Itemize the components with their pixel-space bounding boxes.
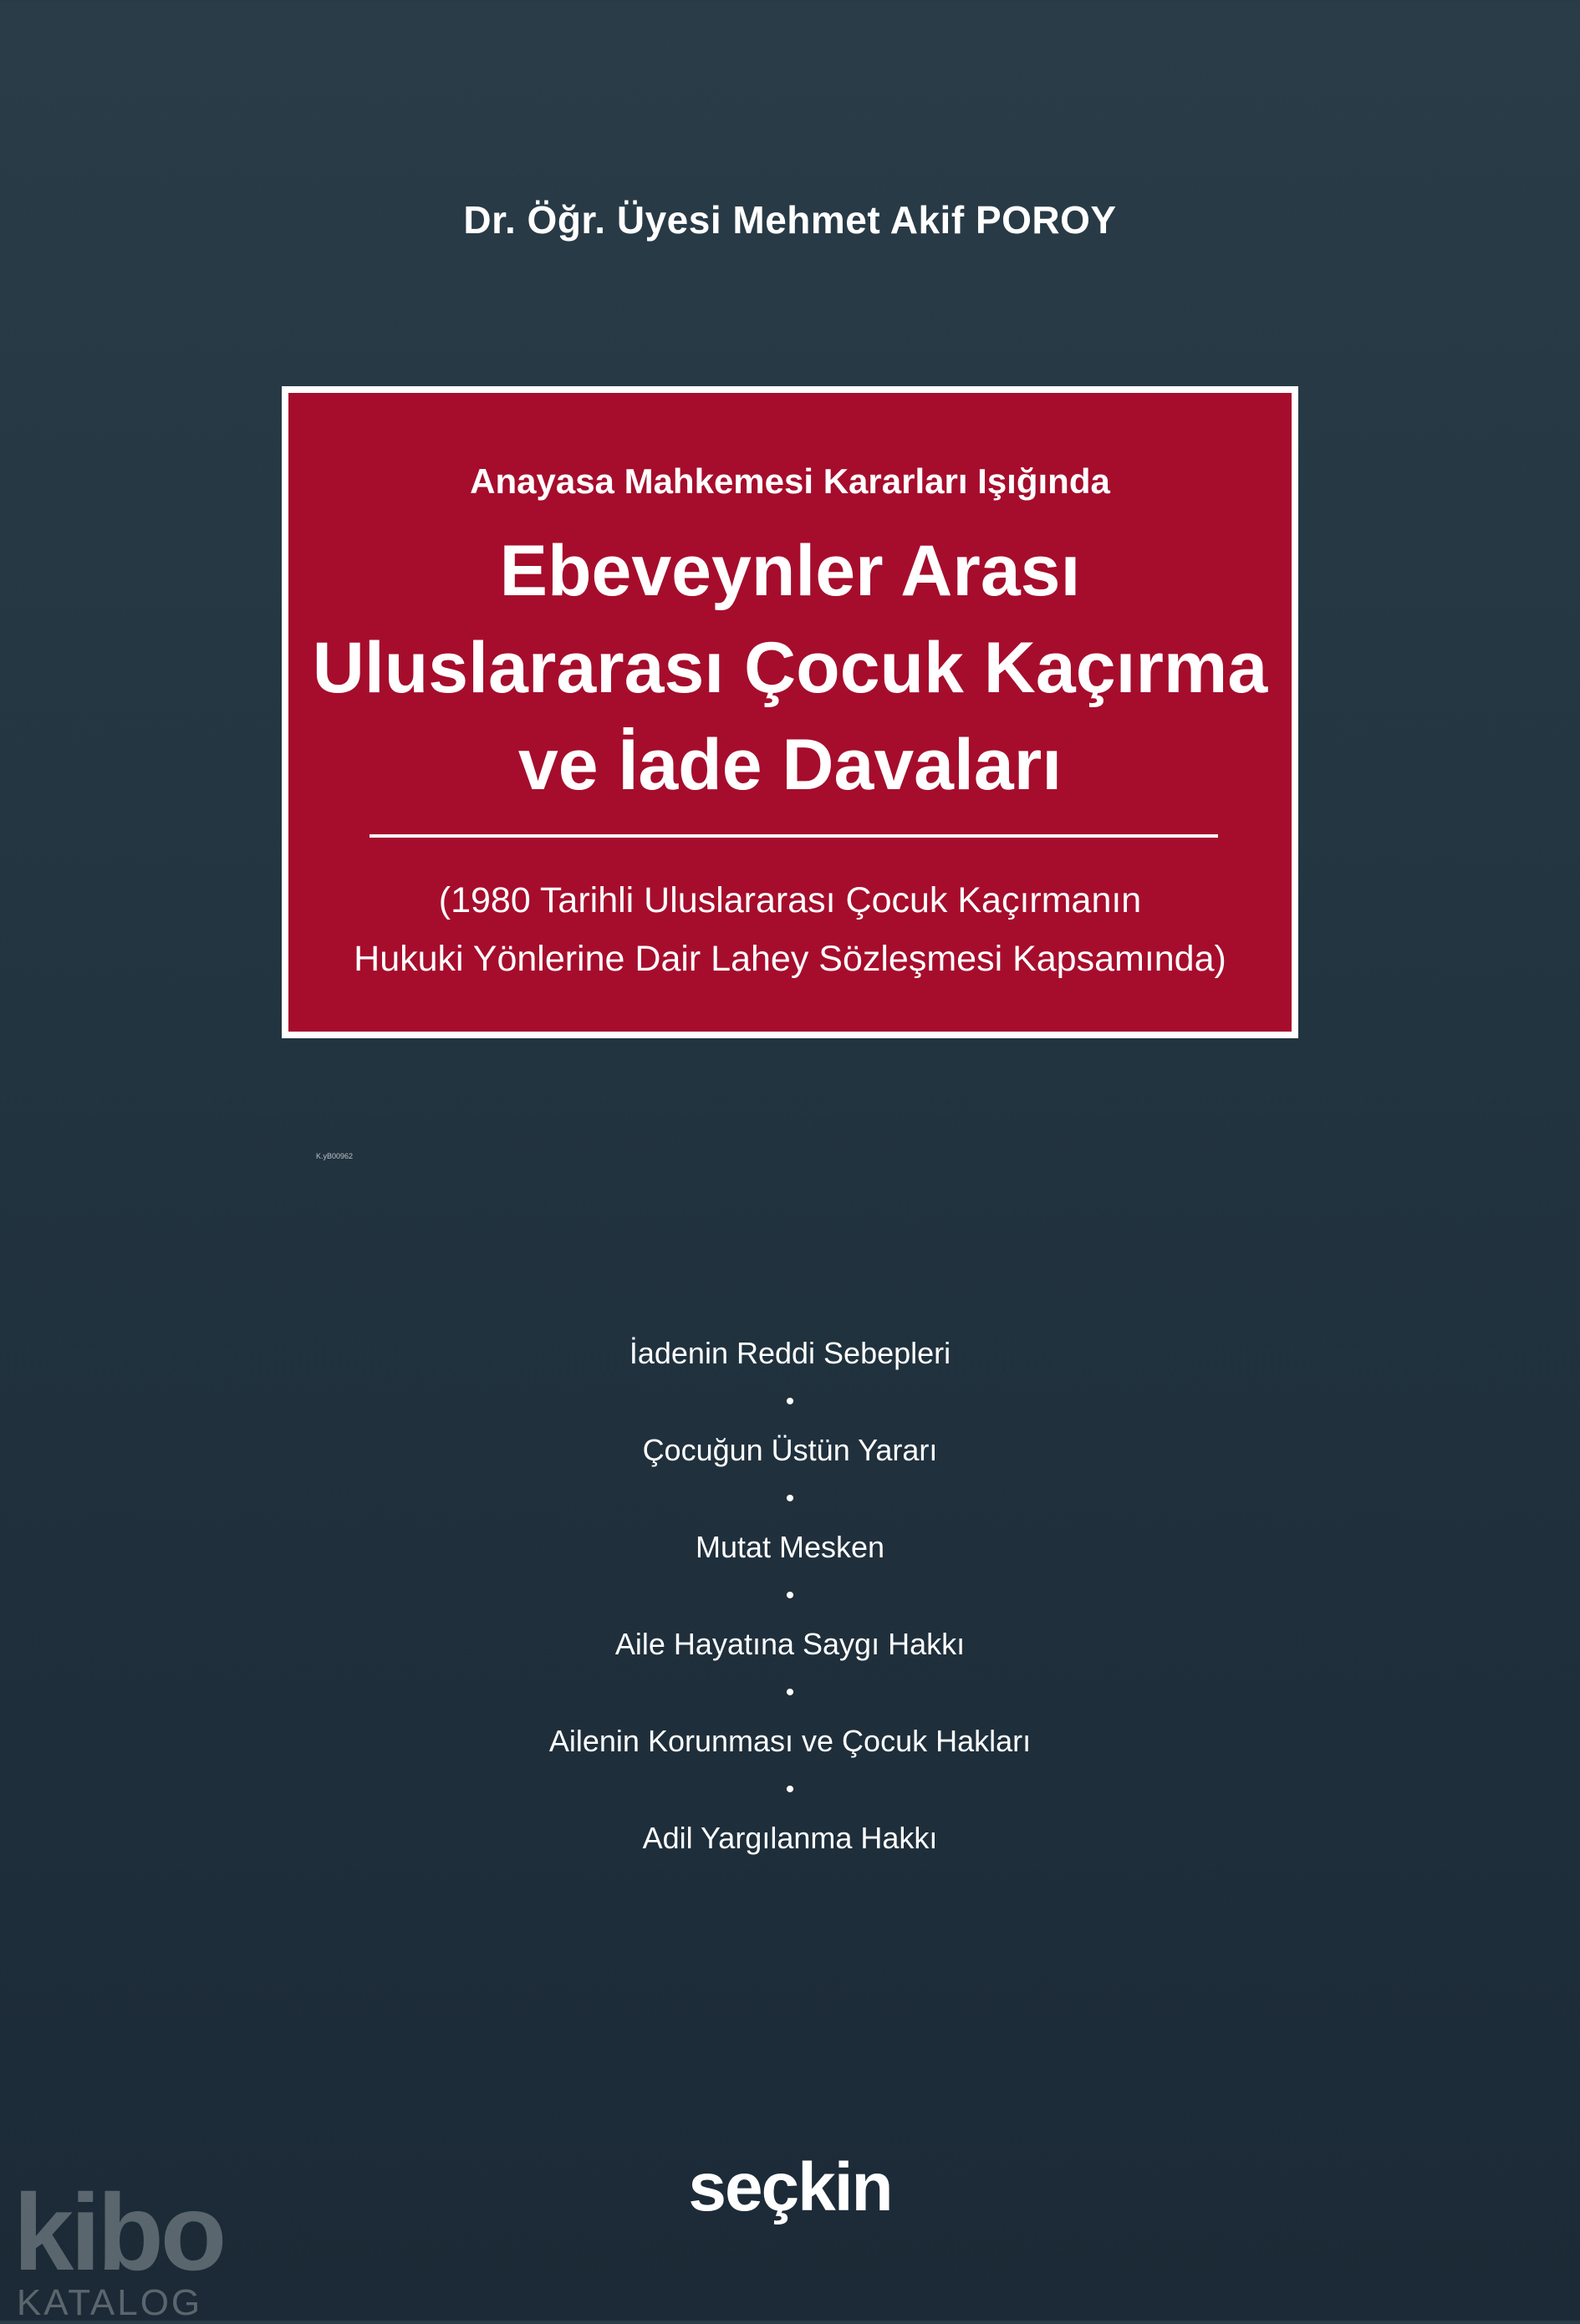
book-title [288, 522, 1292, 813]
topic-item: Adil Yargılanma Hakkı [642, 1821, 938, 1855]
subtitle-line-1: (1980 Tarihli Uluslararası Çocuk Kaçırmanın [438, 880, 1142, 920]
watermark-logo-text: kibo [13, 2171, 224, 2293]
watermark-sub-text: KATALOG [16, 2282, 203, 2323]
catalog-code: K.yB00962 [316, 1152, 354, 1160]
cover-subtitle-top: Anayasa Mahkemesi Kararları Işığında [470, 461, 1110, 501]
topic-separator: • [785, 1679, 795, 1706]
topics-list [0, 1329, 1580, 1863]
author-name: Dr. Öğr. Üyesi Mehmet Akif POROY [463, 198, 1117, 242]
title-divider [370, 834, 1218, 838]
topic-separator: • [785, 1776, 795, 1803]
topic-separator: • [785, 1388, 795, 1415]
publisher-logo [0, 2148, 1580, 2227]
title-line-1: Ebeveynler Arası [499, 531, 1081, 611]
cover-subtitle-bottom [288, 871, 1292, 988]
title-line-2: Uluslararası Çocuk Kaçırma [312, 628, 1268, 708]
title-box [282, 386, 1298, 1038]
topic-item: Çocuğun Üstün Yararı [642, 1433, 938, 1467]
publisher-name: seçkin [688, 2149, 892, 2225]
subtitle-line-2: Hukuki Yönlerine Dair Lahey Sözleşmesi Kapsamında) [354, 939, 1226, 979]
topic-item: Aile Hayatına Saygı Hakkı [614, 1627, 966, 1661]
topic-separator: • [785, 1485, 795, 1512]
topic-item: İadenin Reddi Sebepleri [629, 1336, 951, 1370]
topic-separator: • [785, 1582, 795, 1609]
watermark-logo [13, 2171, 224, 2324]
topic-item: Mutat Mesken [695, 1530, 885, 1564]
topic-item: Ailenin Korunması ve Çocuk Hakları [548, 1724, 1032, 1758]
title-line-3: ve İade Davaları [517, 725, 1063, 805]
